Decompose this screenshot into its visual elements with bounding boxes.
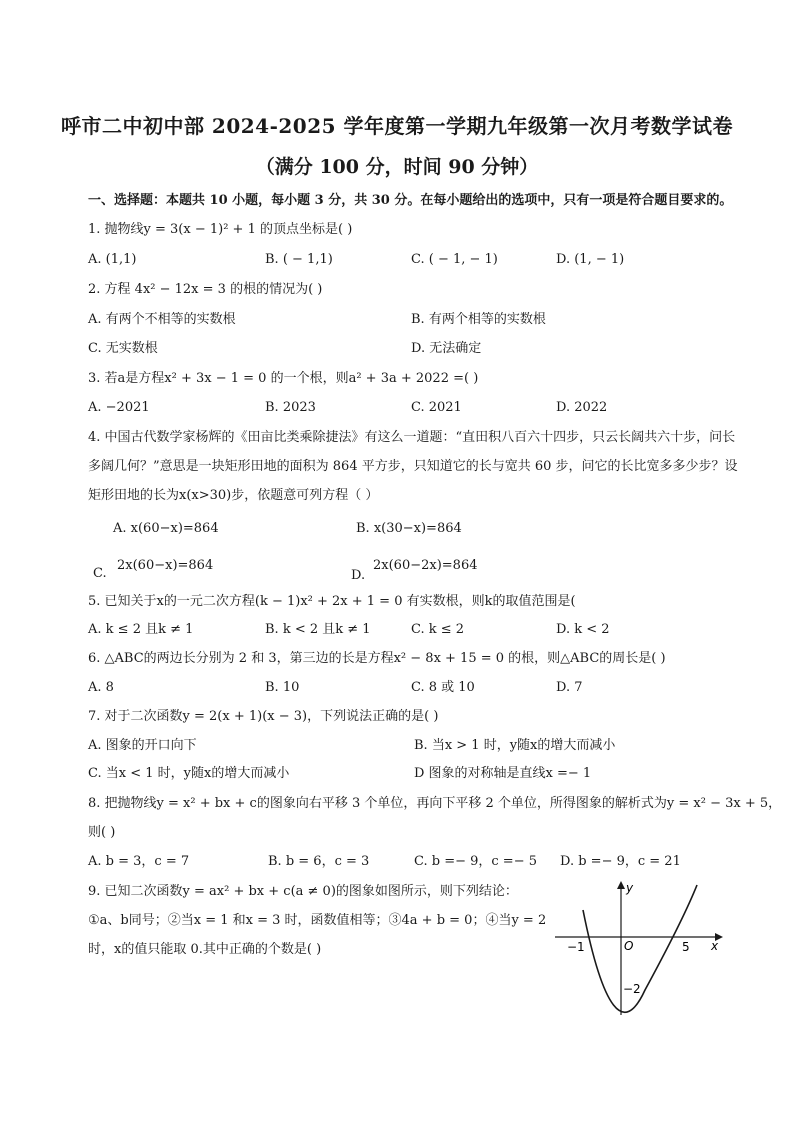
origin-label: O (624, 939, 634, 953)
question-6-stem: 6. △ABC的两边长分别为 2 和 3，第三边的长是方程x² − 8x + 15 = 0 的根，则△ABC的周长是( ) (88, 651, 666, 666)
q3-option-d: D. 2022 (556, 400, 608, 415)
section-header: 一、选择题：本题共 10 小题，每小题 3 分，共 30 分。在每小题给出的选项中，只有一项是符合题目要求的。 (88, 193, 733, 208)
q5-option-b: B. k < 2 且k ≠ 1 (265, 622, 371, 637)
q2-option-d: D. 无法确定 (411, 341, 482, 356)
parabola-graph (555, 880, 725, 1020)
q2-option-c: C. 无实数根 (88, 341, 158, 356)
q2-option-b: B. 有两个相等的实数根 (411, 312, 546, 327)
q7-option-c: C. 当x < 1 时，y随x的增大而减小 (88, 766, 290, 781)
question-8-stem-1: 8. 把抛物线y = x² + bx + c的图象向右平移 3 个单位，再向下平移 2 个单位，所得图象的解析式为y = x² − 3x + 5， (88, 796, 782, 811)
q8-option-d: D. b =− 9，c = 21 (560, 854, 681, 869)
question-9-stem-3: 时，x的值只能取 0.其中正确的个数是( ) (88, 942, 322, 957)
q1-option-a: A. (1,1) (88, 252, 137, 267)
q4-option-c-letter: C. (93, 566, 107, 581)
question-5-stem: 5. 已知关于x的一元二次方程(k − 1)x² + 2x + 1 = 0 有实数根，则k的取值范围是( (88, 594, 576, 609)
q8-option-a: A. b = 3，c = 7 (88, 854, 190, 869)
question-4-stem-3: 矩形田地的长为x(x>30)步，依题意可列方程（ ） (88, 488, 379, 503)
q3-option-c: C. 2021 (411, 400, 462, 415)
q1-option-b: B. ( − 1,1) (265, 252, 333, 267)
q6-option-c: C. 8 或 10 (411, 680, 475, 695)
x-axis-label: x (711, 939, 719, 953)
q4-option-a: A. x(60−x)=864 (113, 521, 219, 536)
question-4-stem-2: 多阔几何？”意思是一块矩形田地的面积为 864 平方步，只知道它的长与宽共 60 步，问它的长比宽多多少步？设 (88, 459, 738, 474)
q3-option-b: B. 2023 (265, 400, 316, 415)
q2-option-a: A. 有两个不相等的实数根 (88, 312, 236, 327)
q3-option-a: A. −2021 (88, 400, 150, 415)
q7-option-a: A. 图象的开口向下 (88, 738, 197, 753)
question-9-stem-1: 9. 已知二次函数y = ax² + bx + c(a ≠ 0)的图象如图所示，则下列结论： (88, 884, 518, 899)
q4-option-d-letter: D. (351, 568, 366, 583)
q6-option-a: A. 8 (88, 680, 114, 695)
min-label: −2 (623, 982, 641, 996)
q7-option-b: B. 当x > 1 时，y随x的增大而减小 (414, 738, 616, 753)
q6-option-b: B. 10 (265, 680, 300, 695)
question-4-stem-1: 4. 中国古代数学家杨辉的《田亩比类乘除捷法》有这么一道题：“直田积八百六十四步，只云长阔共六十步，问长 (88, 430, 736, 445)
q7-option-d: D 图象的对称轴是直线x =− 1 (414, 766, 592, 781)
q4-option-c: 2x(60−x)=864 (117, 558, 214, 573)
q1-option-c: C. ( − 1, − 1) (411, 252, 498, 267)
question-9-stem-2: ①a、b同号；②当x = 1 和x = 3 时，函数值相等；③4a + b = 0；④当y = 2 (88, 913, 547, 928)
question-2-stem: 2. 方程 4x² − 12x = 3 的根的情况为( ) (88, 282, 323, 297)
q5-option-c: C. k ≤ 2 (411, 622, 465, 637)
q4-option-b: B. x(30−x)=864 (356, 521, 462, 536)
root-right-label: 5 (682, 940, 690, 954)
y-axis-label: y (626, 881, 634, 895)
q6-option-d: D. 7 (556, 680, 583, 695)
q1-option-d: D. (1, − 1) (556, 252, 625, 267)
q5-option-d: D. k < 2 (556, 622, 610, 637)
q8-option-b: B. b = 6，c = 3 (268, 854, 370, 869)
q4-option-d: 2x(60−2x)=864 (373, 558, 478, 573)
exam-title: 呼市二中初中部 2024-2025 学年度第一学期九年级第一次月考数学试卷 (60, 114, 734, 138)
question-1-stem: 1. 抛物线y = 3(x − 1)² + 1 的顶点坐标是( ) (88, 222, 353, 237)
y-axis-arrow-icon (617, 881, 625, 889)
exam-subtitle: （满分 100 分，时间 90 分钟） (255, 156, 539, 178)
q5-option-a: A. k ≤ 2 且k ≠ 1 (88, 622, 194, 637)
root-left-label: −1 (567, 940, 585, 954)
question-3-stem: 3. 若a是方程x² + 3x − 1 = 0 的一个根，则a² + 3a + 2022 =( ) (88, 371, 479, 386)
q8-option-c: C. b =− 9，c =− 5 (414, 854, 537, 869)
question-7-stem: 7. 对于二次函数y = 2(x + 1)(x − 3)，下列说法正确的是( ) (88, 709, 439, 724)
question-8-stem-2: 则( ) (88, 825, 116, 840)
